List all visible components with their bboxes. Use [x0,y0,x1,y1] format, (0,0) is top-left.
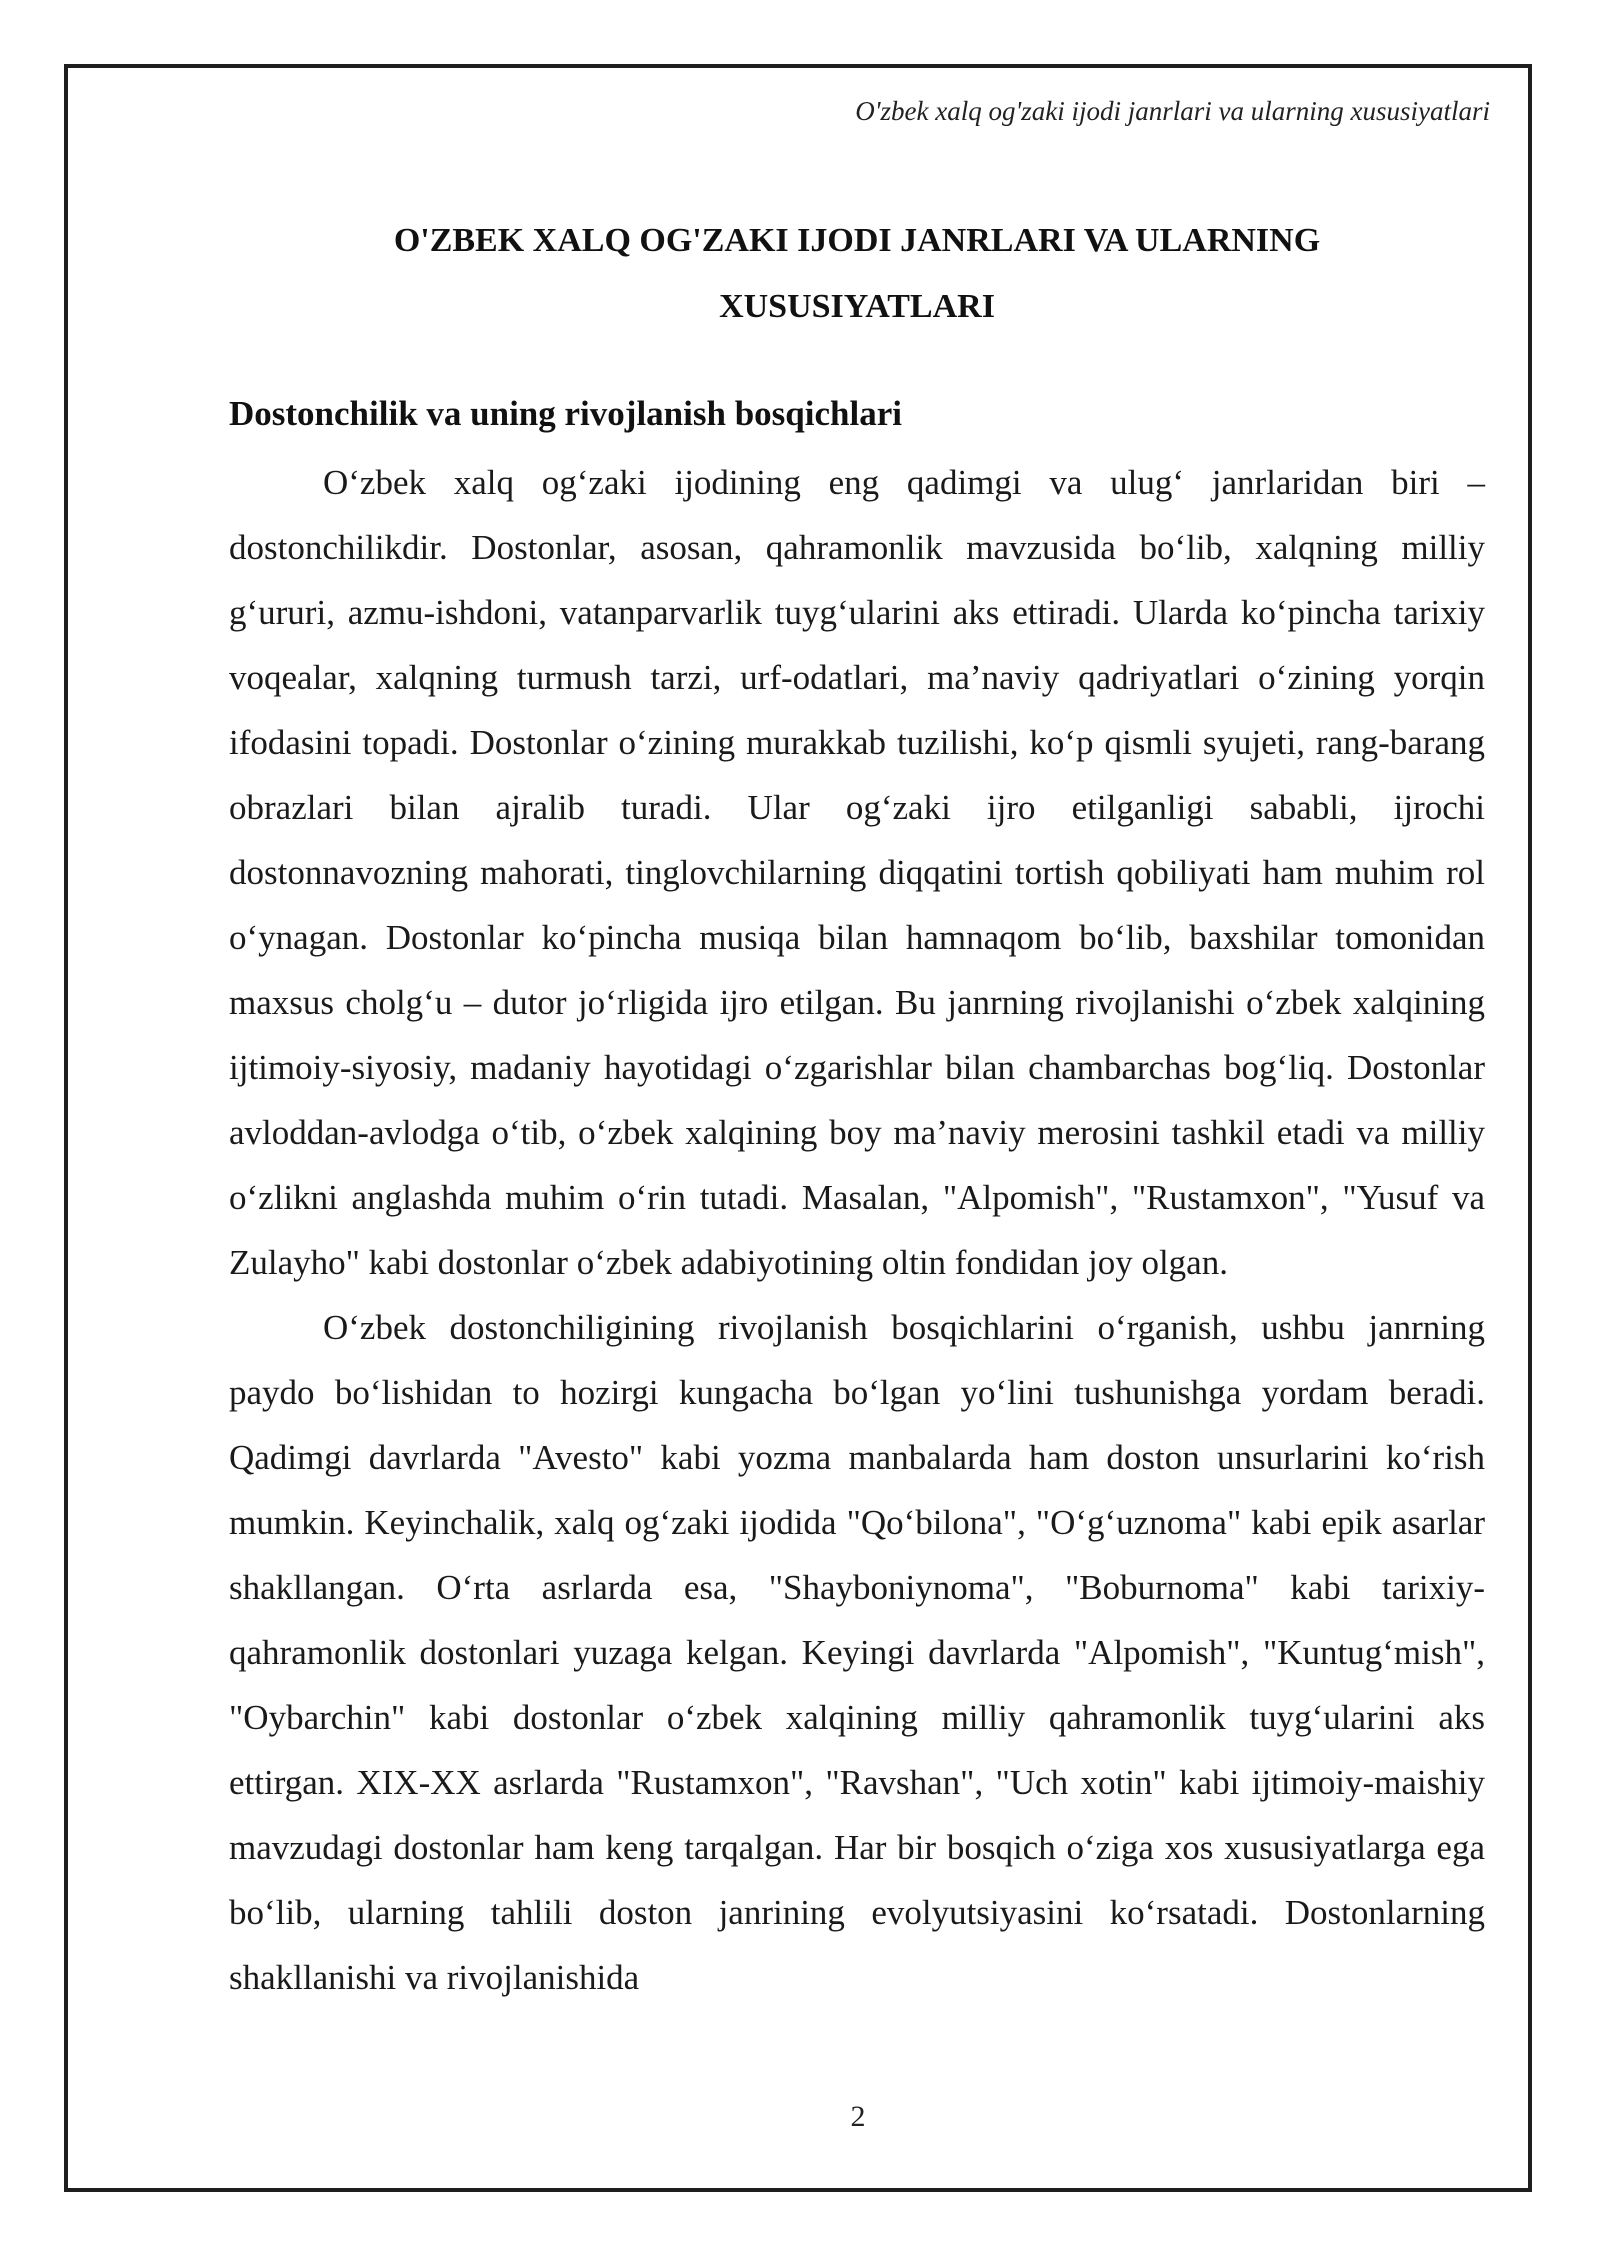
document-title-line-2: XUSUSIYATLARI [719,288,995,325]
page-number: 2 [850,2100,866,2133]
page-content [229,208,1485,2010]
running-header: O'zbek xalq og'zaki ijodi janrlari va ularning xususiyatlari [855,96,1490,126]
section-heading: Dostonchilik va uning rivojlanish bosqichlari [229,394,902,433]
body-paragraph-1: O‘zbek xalq og‘zaki ijodining eng qadimgi va ulug‘ janrlaridan biri – dostonchilikdir. Dostonlar, asosan, qahramonlik mavzusida bo‘lib, xalqning milliy g‘ururi, azmu-ishdoni, vatanparvarlik tuyg‘ularini aks ettiradi. Ularda ko‘pincha tarixiy voqealar, xalqning turmush tarzi, urf-odatlari, ma’naviy qadriyatlari o‘zining yorqin ifodasini topadi. Dostonlar o‘zining murakkab tuzilishi, ko‘p qismli syujeti, rang-barang obrazlari bilan ajralib turadi. Ular og‘zaki ijro etilganligi sababli, ijrochi dostonnavozning mahorati, tinglovchilarning diqqatini tortish qobiliyati ham muhim rol o‘ynagan. Dostonlar ko‘pincha musiqa bilan hamnaqom bo‘lib, baxshilar tomonidan maxsus cholg‘u – dutor jo‘rligida ijro etilgan. Bu janrning rivojlanishi o‘zbek xalqining ijtimoiy-siyosiy, madaniy hayotidagi o‘zgarishlar bilan chambarchas bog‘liq. Dostonlar avloddan-avlodga o‘tib, o‘zbek xalqining boy ma’naviy merosini tashkil etadi va milliy o‘zlikni anglashda muhim o‘rin tutadi. Masalan, "Alpomish", "Rustamxon", "Yusuf va Zulayho" kabi dostonlar o‘zbek adabiyotining oltin fondidan joy olgan. [229,463,1485,1282]
body-paragraph-2: O‘zbek dostonchiligining rivojlanish bosqichlarini o‘rganish, ushbu janrning paydo bo‘lishidan to hozirgi kungacha bo‘lgan yo‘lini tushunishga yordam beradi. Qadimgi davrlarda "Avesto" kabi yozma manbalarda ham doston unsurlarini ko‘rish mumkin. Keyinchalik, xalq og‘zaki ijodida "Qo‘bilona", "O‘g‘uznoma" kabi epik asarlar shakllangan. O‘rta asrlarda esa, "Shayboniynoma", "Boburnoma" kabi tarixiy-qahramonlik dostonlari yuzaga kelgan. Keyingi davrlarda "Alpomish", "Kuntug‘mish", "Oybarchin" kabi dostonlar o‘zbek xalqining milliy qahramonlik tuyg‘ularini aks ettirgan. XIX-XX asrlarda "Rustamxon", "Ravshan", "Uch xotin" kabi ijtimoiy-maishiy mavzudagi dostonlar ham keng tarqalgan. Har bir bosqich o‘ziga xos xususiyatlarga ega bo‘lib, ularning tahlili doston janrining evolyutsiyasini ko‘rsatadi. Dostonlarning shakllanishi va rivojlanishida [229,1308,1485,1997]
document-title [229,208,1485,340]
document-title-line-1: O'ZBEK XALQ OG'ZAKI IJODI JANRLARI VA ULARNING [393,222,1321,259]
